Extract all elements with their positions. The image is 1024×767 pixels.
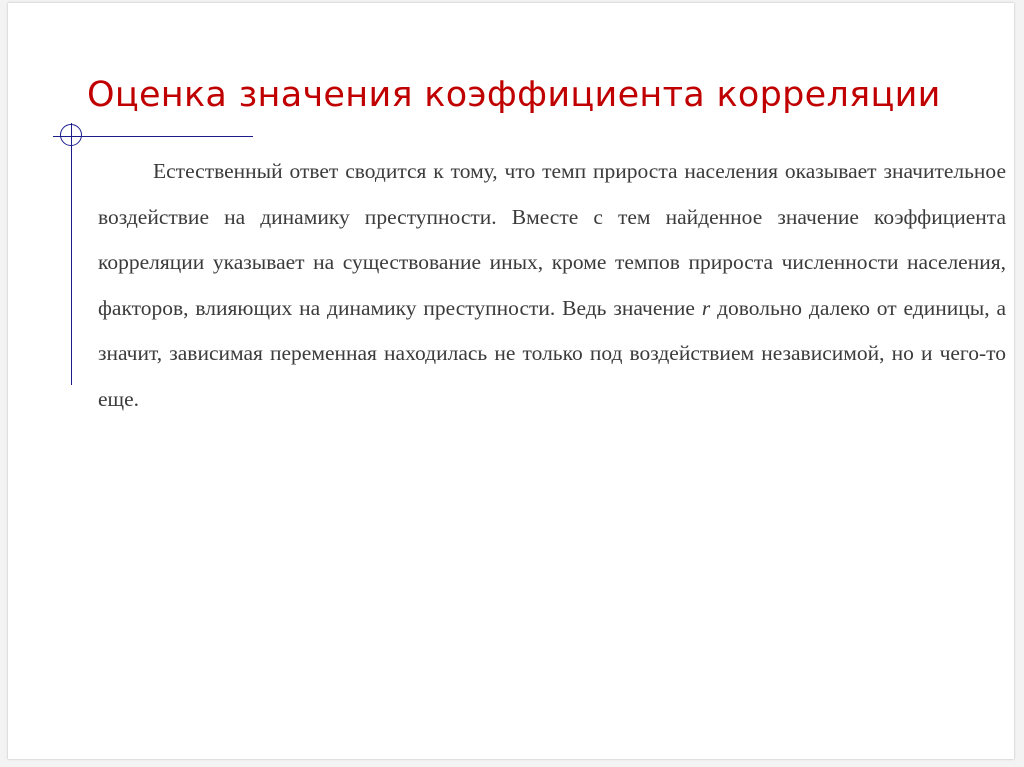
body-text-part-1: Естественный ответ сводится к тому, что темп прироста населения оказывает значительное воздействие на динамику преступности. Вместе с тем найденное значение коэффициента корреляции указывает на существование иных, кроме темпов прироста численности населения, факторов, влияющих на динамику преступности. Ведь значение [98, 159, 1006, 320]
decorative-vertical-line [71, 123, 72, 385]
decorative-horizontal-line [53, 136, 253, 137]
decorative-circle-icon [60, 124, 82, 146]
slide-title: Оценка значения коэффициента корреляции [87, 75, 941, 115]
body-text-part-2: довольно далеко от единицы, а значит, зависимая переменная находилась не только под воздействием независимой, но и чего-то еще. [98, 295, 1006, 411]
slide [8, 3, 1014, 759]
variable-r: r [701, 295, 711, 320]
body-paragraph [98, 149, 1006, 422]
